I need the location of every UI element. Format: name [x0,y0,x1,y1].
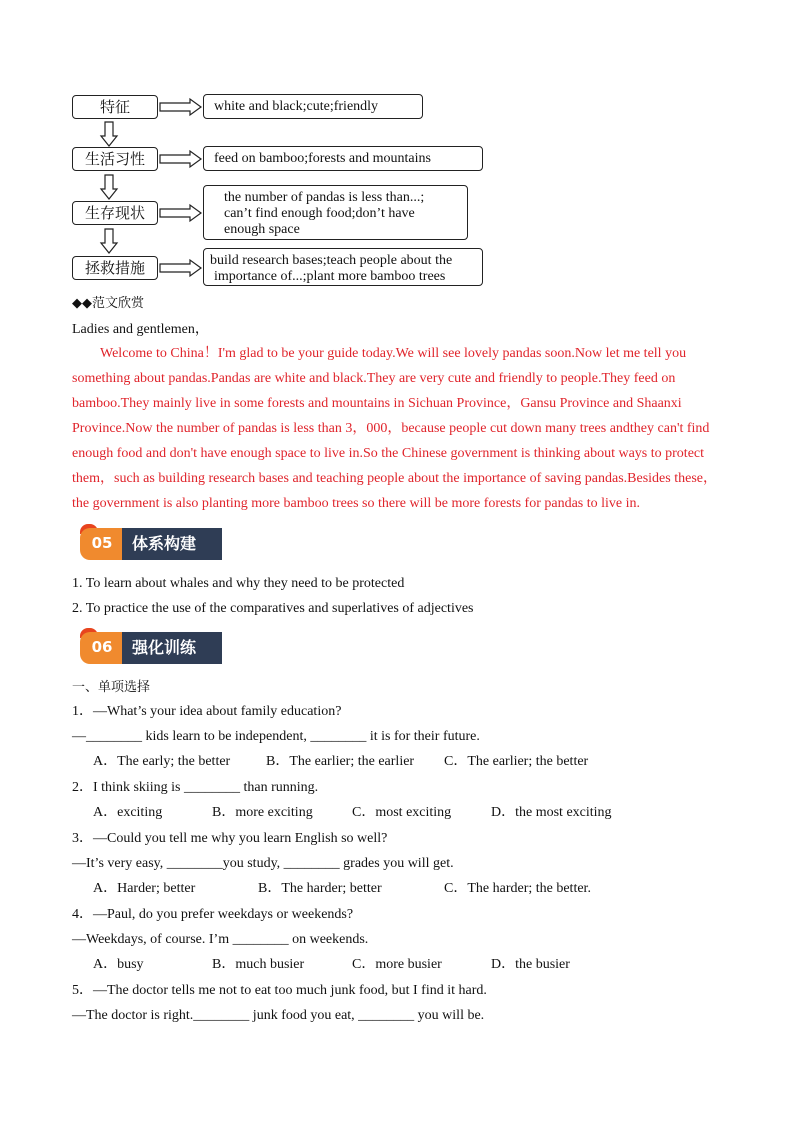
flow-content-line: the number of pandas is less than...; [224,190,425,205]
option-a[interactable]: A．The early; the better [93,754,231,769]
essay-line: something about pandas.Pandas are white and black.They are very cute and friendly to people.They feed on [72,371,676,386]
flow-label-features: 特征 [72,95,158,119]
flow-content-line: can’t find enough food;don’t have [224,206,415,221]
banner-number: 05 [91,534,113,552]
option-b[interactable]: B．more exciting [212,805,313,820]
question-stem: 3．—Could you tell me why you learn English so well? [72,831,388,846]
option-a[interactable]: A．exciting [93,805,163,820]
flow-content-line: feed on bamboo;forests and mountains [214,150,431,166]
down-arrow-icon [101,122,117,253]
question-line: —Weekdays, of course. I’m ________ on weekends. [72,932,369,947]
question-line: —The doctor is right.________ junk food you eat, ________ you will be. [72,1008,485,1023]
option-c[interactable]: C．more busier [352,957,442,972]
option-b[interactable]: B．much busier [212,957,305,972]
flow-content-line: build research bases;teach people about the [210,253,453,268]
flow-content-line: enough space [224,222,300,237]
flow-content-line: importance of...;plant more bamboo trees [214,269,446,284]
banner-title: 强化训练 [122,632,222,664]
option-c[interactable]: C．The earlier; the better [444,754,589,769]
essay-line: enough food and don't have enough space to live in.So the Chinese government is thinking about ways to protect [72,446,705,461]
flow-label-habits: 生活习性 [72,147,158,171]
option-c[interactable]: C．most exciting [352,805,452,820]
banner-title: 体系构建 [122,528,222,560]
option-d[interactable]: D．the busier [491,957,570,972]
question-stem: 5．—The doctor tells me not to eat too much junk food, but I find it hard. [72,983,487,998]
essay-line: Province.Now the number of pandas is less than 3，000，because people cut down many trees andthey can't find [72,421,710,436]
essay-line: Welcome to China！I'm glad to be your guide today.We will see lovely pandas soon.Now let me tell you [100,346,687,361]
option-b[interactable]: B．The earlier; the earlier [266,754,415,769]
essay-line: bamboo.They mainly live in some forests and mountains in Sichuan Province，Gansu Province and Shaanxi [72,396,682,411]
question-stem: 1．—What’s your idea about family education? [72,704,342,719]
question-stem: 4．—Paul, do you prefer weekdays or weekends? [72,907,354,922]
question-line: —It’s very easy, ________you study, ________ grades you will get. [72,856,454,871]
sample-greeting: Ladies and gentlemen， [72,322,209,337]
essay-line: the government is also planting more bamboo trees so there will be more forests for pandas to live in. [72,496,641,511]
sample-heading: ◆◆范文欣赏 [72,296,144,311]
essay-line: them，such as building research bases and teaching people about the importance of saving pandas.Besides these， [72,471,717,486]
flow-label-status: 生存现状 [72,201,158,225]
goal-item: 2. To practice the use of the comparatives and superlatives of adjectives [72,601,474,616]
flow-content-line: white and black;cute;friendly [214,98,379,114]
option-b[interactable]: B．The harder; better [258,881,382,896]
question-line: —________ kids learn to be independent, ________ it is for their future. [72,729,480,744]
right-arrow-icon [160,99,201,276]
banner-number: 06 [91,638,113,656]
option-c[interactable]: C．The harder; the better. [444,881,591,896]
option-a[interactable]: A．busy [93,957,144,972]
flow-label-measures: 拯救措施 [72,256,158,280]
option-a[interactable]: A．Harder; better [93,881,196,896]
goal-item: 1. To learn about whales and why they need to be protected [72,576,405,591]
option-d[interactable]: D．the most exciting [491,805,612,820]
question-stem: 2．I think skiing is ________ than running. [72,780,319,795]
exercise-heading: 一、单项选择 [72,680,151,695]
flow-arrows [0,0,800,300]
